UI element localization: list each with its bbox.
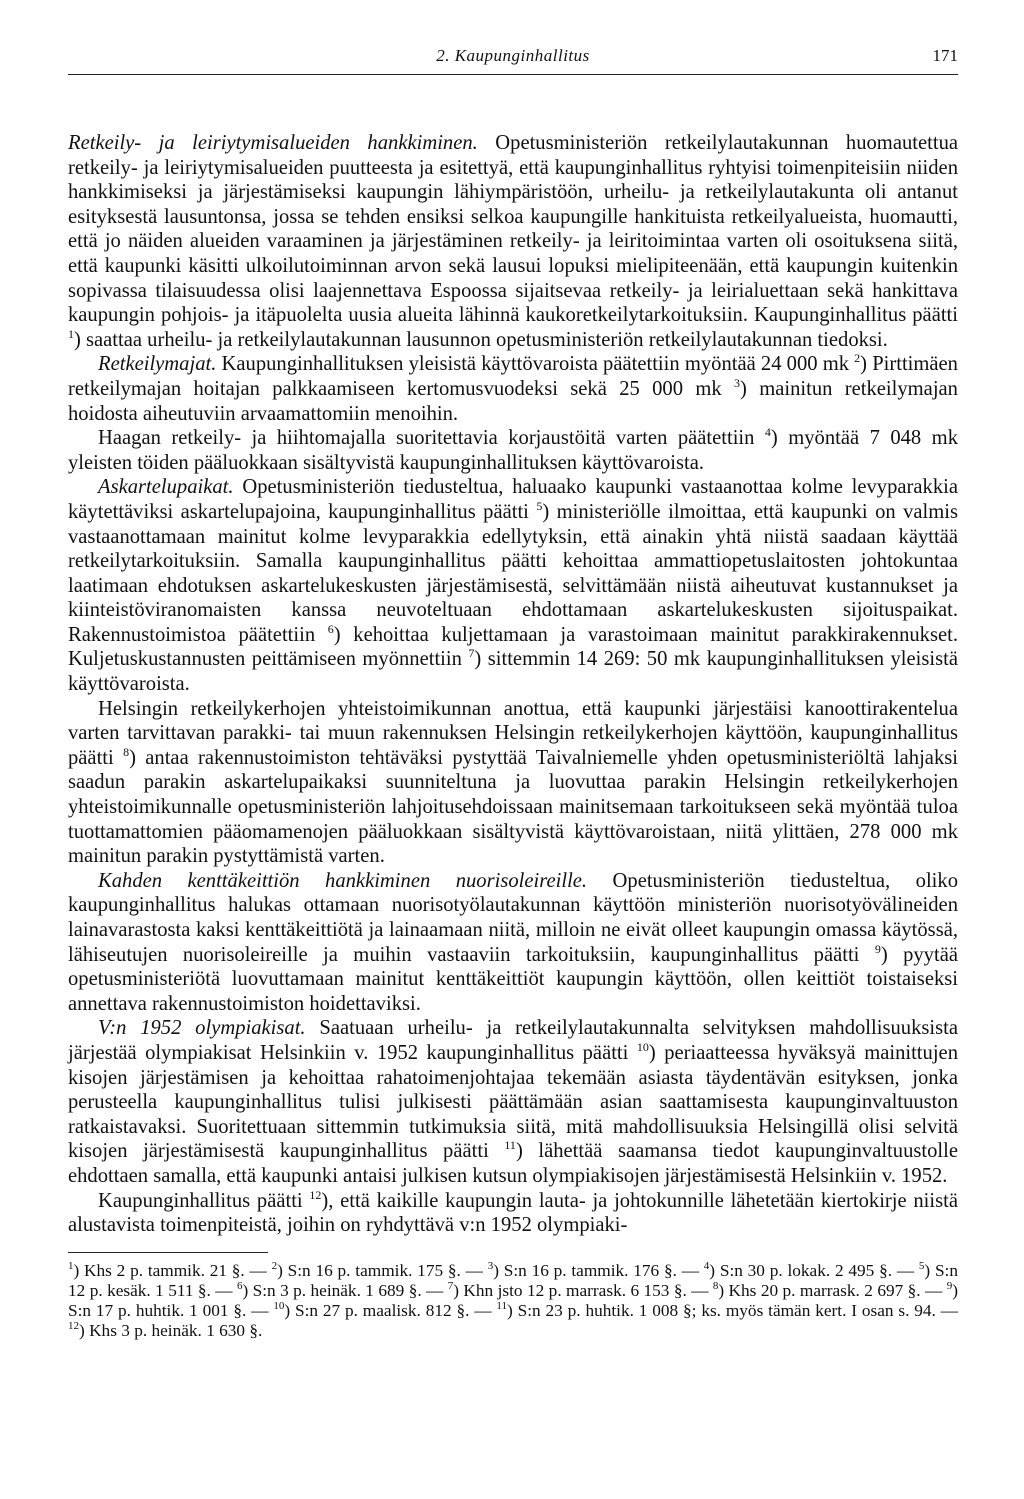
paragraph-text: ) lähettää saamansa tiedot kaupunginvaltuustolle ehdottaen samalla, että kaupunki antaisi julkisen kutsun olympiakisojen järjestämisestä Helsinkiin v. 1952. bbox=[68, 1140, 958, 1187]
footnote-text: ) S:n 12 p. kesäk. 1 511 §. — bbox=[68, 1260, 958, 1300]
footnote-ref: 3 bbox=[734, 375, 741, 390]
paragraph-text: ) saattaa urheilu- ja retkeilylautakunnan lausunnon opetusministeriön retkeilylautakunnan tiedoksi. bbox=[74, 328, 888, 351]
section-title: 2. Kaupunginhallitus bbox=[436, 46, 590, 65]
footnote-text: ) S:n 30 p. lokak. 2 495 §. — bbox=[709, 1260, 919, 1280]
document-page bbox=[68, 40, 958, 1342]
paragraph-retkeilymajat bbox=[68, 352, 958, 426]
footnote-number: 11 bbox=[496, 1300, 508, 1313]
footnote-number: 5 bbox=[918, 1259, 925, 1272]
footnote-number: 2 bbox=[271, 1259, 278, 1272]
footnote-number: 3 bbox=[487, 1259, 494, 1272]
footnote-ref: 5 bbox=[536, 498, 543, 513]
footnote-number: 9 bbox=[946, 1279, 953, 1292]
paragraph-text: Opetusministeriön tiedusteltua, oliko kaupunginhallitus halukas ottamaan nuorisotyölautakunnan käyttöön ministeriön nuorisotyövälineiden lainavarastosta kaksi kenttäkeittiötä ja lainaamaan niitä, milloin ne eivät olleet kaupungin omassa käytössä, lähiseutujen nuorisoleireille ja muihin vastaaviin tarkoituksiin, kaupunginhallitus päätti bbox=[68, 869, 958, 966]
paragraph-heading: Retkeily- ja leiriytymisalueiden hankkiminen. bbox=[68, 132, 478, 154]
footnote-ref: 11 bbox=[504, 1138, 516, 1153]
footnote-text: ) S:n 16 p. tammik. 175 §. — bbox=[277, 1260, 488, 1280]
paragraph-retkeilyalueet bbox=[68, 131, 958, 352]
footnote-text: ) Khs 20 p. marrask. 2 697 §. — bbox=[718, 1280, 947, 1300]
footnote-text: ) S:n 23 p. huhtik. 1 008 §; ks. myös tämän kert. I osan s. 94. — bbox=[507, 1301, 958, 1321]
paragraph-text: Opetusministeriön tiedusteltua, haluaako kaupunki vastaanottaa kolme levyparakkia käytettäviksi askartelupajoina, kaupunginhallitus päätti bbox=[68, 476, 958, 523]
footnote-ref: 1 bbox=[68, 326, 74, 341]
footnotes bbox=[68, 1261, 958, 1342]
footnote-text: ) Khs 3 p. heinäk. 1 630 §. bbox=[79, 1321, 263, 1341]
footnote-text: ) S:n 16 p. tammik. 176 §. — bbox=[493, 1260, 704, 1280]
paragraph-text: Kaupunginhallituksen yleisistä käyttövaroista päätettiin myöntää 24 000 mk bbox=[216, 353, 855, 376]
footnote-number: 1 bbox=[68, 1259, 74, 1272]
footnote-text: ) S:n 17 p. huhtik. 1 001 §. — bbox=[68, 1280, 958, 1321]
paragraph-text: ) ministeriölle ilmoittaa, että kaupunki on valmis vastaanottamaan mainitut kolme levyparakkia edellytyksin, että ainakin yhtä niistä saadaan käyttää retkeilytarkoituksiin. Samalla kaupunginhallitus päätti kehoittaa ammattiopetuslaitosten johtokuntaa laatimaan ehdotuksen askartelukeskusten järjestämisestä, selvittämään niistä aiheutuvat kustannukset ja kiinteistöviranomaisten kanssa neuvoteltuaan ehdottamaan askartelukeskusten sijoituspaikat. Rakennustoimistoa päätettiin bbox=[68, 500, 958, 646]
paragraph-text: Saatuaan urheilu- ja retkeilylautakunnalta selvityksen mahdollisuuksista järjestää olympiakisat Helsinkiin v. 1952 kaupunginhallitus päätti bbox=[68, 1017, 958, 1064]
paragraph-heading: Kahden kenttäkeittiön hankkiminen nuorisoleireille. bbox=[98, 869, 588, 892]
paragraph-text: ) periaatteessa hyväksyä mainittujen kisojen järjestämisen ja kehoittaa rahatoimenjohtajaa tekemään asiasta täydentävän esityksen, jonka perusteella kaupunginhallitus tulisi julkisesti päättämään asian saattamisesta kaupunginvaltuuston ratkaistavaksi. Suoritettuaan sittemmin tutkimuksia siitä, mitä mahdollisuuksia Helsingillä olisi selvitä kisojen järjestämisestä kaupunginhallitus päätti bbox=[68, 1041, 958, 1163]
paragraph-text: ) Pirttimäen retkeilymajan hoitajan palkkaamiseen kertomusvuodeksi sekä 25 000 mk bbox=[68, 353, 958, 400]
paragraph-askartelupaikat bbox=[68, 475, 958, 696]
paragraph-kiertokirje bbox=[68, 1189, 958, 1238]
paragraph-olympiakisat bbox=[68, 1016, 958, 1188]
paragraph-text: ) sittemmin 14 269: 50 mk kaupunginhallituksen yleisistä käyttövaroista. bbox=[68, 648, 958, 696]
footnote-ref: 12 bbox=[309, 1187, 322, 1202]
footnote-number: 10 bbox=[273, 1300, 285, 1313]
paragraph-haagan-maja bbox=[68, 426, 958, 475]
paragraph-text: ) myöntää 7 048 mk yleisten töiden pääluokkaan sisältyvistä kaupunginhallituksen käyttövaroista. bbox=[68, 427, 958, 474]
footnote-text: ) Khn jsto 12 p. marrask. 6 153 §. — bbox=[453, 1280, 713, 1300]
paragraph-kanoottirakentelu bbox=[68, 697, 958, 869]
paragraph-text: Kaupunginhallitus päätti bbox=[98, 1189, 310, 1212]
paragraph-heading: V:n 1952 olympiakisat. bbox=[98, 1017, 306, 1040]
footnote-ref: 6 bbox=[327, 621, 334, 636]
footnote-ref: 7 bbox=[468, 646, 475, 661]
footnote-number: 7 bbox=[447, 1279, 454, 1292]
footnote-number: 12 bbox=[68, 1320, 79, 1333]
paragraph-heading: Askartelupaikat. bbox=[98, 476, 234, 499]
paragraph-text: ), että kaikille kaupungin lauta- ja johtokunnille lähetetään kiertokirje niistä alustavista toimenpiteistä, joihin on ryhdyttävä v:n 1952 olympiaki- bbox=[68, 1189, 959, 1237]
footnote-ref: 8 bbox=[123, 744, 130, 759]
footnote-ref: 2 bbox=[854, 351, 861, 366]
footnote-number: 4 bbox=[703, 1259, 710, 1272]
footnote-divider bbox=[68, 1252, 268, 1253]
footnote-ref: 4 bbox=[764, 425, 771, 440]
paragraph-text: Opetusministeriön retkeilylautakunnan huomautettua retkeily- ja leiriytymisalueiden puutteesta ja esitettyä, että kaupunginhallitus ryhtyisi toimenpiteisiin niiden hankkimiseksi ja järjestämiseksi kaupungin lähiympäristöön, urheilu- ja retkeilylautakunta oli antanut esityksestä lausuntonsa, jossa se tehden ensiksi selkoa kaupungille hankituista retkeilyalueista, huomautti, että jo näiden alueiden varaaminen ja järjestäminen retkeily- ja leiritoimintaa varten oli osoituksena siitä, että kaupunki käsitti ulkoilutoiminnan arvon sekä lausui lopuksi mielipiteenään, että kaupungin kuitenkin sopivassa tilaisuudessa olisi laajennettava Espoossa sijaitsevaa retkeily- ja leirialuettaan sekä hankittava kaupungin pohjois- ja itäpuolelta uusia alueita lähinnä kaukoretkeilytarkoituksiin. Kaupunginhallitus päätti bbox=[68, 132, 959, 327]
footnote-text: ) Khs 2 p. tammik. 21 §. — bbox=[73, 1260, 272, 1280]
paragraph-kenttakeittiot bbox=[68, 869, 958, 1017]
footnote-ref: 10 bbox=[636, 1039, 649, 1054]
paragraph-heading: Retkeilymajat. bbox=[98, 353, 217, 376]
paragraph-text: ) mainitun retkeilymajan hoidosta aiheutuviin arvaamattomiin menoihin. bbox=[68, 377, 958, 425]
running-header bbox=[68, 40, 958, 75]
footnote-ref: 9 bbox=[874, 941, 881, 956]
page-number: 171 bbox=[932, 46, 958, 65]
footnote-text: ) S:n 27 p. maalisk. 812 §. — bbox=[284, 1301, 497, 1321]
footnote-text: ) S:n 3 p. heinäk. 1 689 §. — bbox=[242, 1280, 448, 1300]
footnote-number: 8 bbox=[712, 1279, 719, 1292]
paragraph-text: ) pyytää opetusministeriötä luovuttamaan mainitut kenttäkeittiöt kaupungin käyttöön, ollen keittiöt toistaiseksi annettava rakennustoimiston hoidettaviksi. bbox=[68, 943, 958, 1015]
paragraph-text: Helsingin retkeilykerhojen yhteistoimikunnan anottua, että kaupunki järjestäisi kanoottirakentelua varten tarvittavan parakki- tai muun rakennuksen Helsingin retkeilykerhojen käyttöön, kaupunginhallitus päätti bbox=[68, 697, 958, 769]
paragraph-text: Haagan retkeily- ja hiihtomajalla suoritettavia korjaustöitä varten päätettiin bbox=[98, 427, 765, 450]
footnote-number: 6 bbox=[236, 1279, 243, 1292]
paragraph-text: ) antaa rakennustoimiston tehtäväksi pystyttää Taivalniemelle yhden opetusministeriöltä lahjaksi saadun parakin askartelupaikaksi suunniteltuna ja luovuttaa parakin Helsingin retkeilykerhojen yhteistoimikunnalle opetusministeriön lahjoitusehdoissaan mainitsemaan tarkoitukseen sekä myöntää tuloa tuottamattomien pääomamenojen pääluokkaan sisältyvistä käyttövaroistaan, niitä ylittäen, 278 000 mk mainitun parakin pystyttämistä varten. bbox=[68, 746, 958, 868]
body-text bbox=[68, 131, 958, 1238]
paragraph-text: ) kehoittaa kuljettamaan ja varastoimaan mainitut parakkirakennukset. Kuljetuskustannusten peittämiseen myönnettiin bbox=[68, 623, 958, 671]
